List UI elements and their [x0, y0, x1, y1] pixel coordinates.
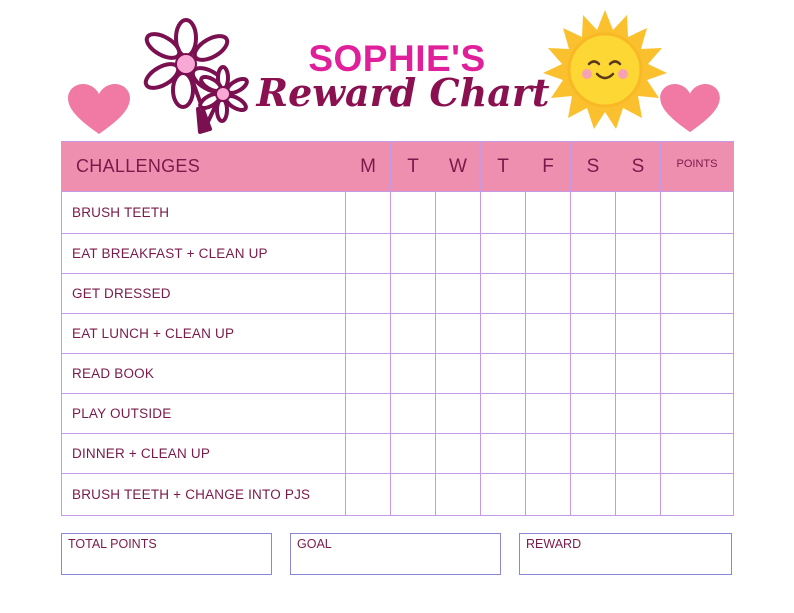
checkbox-cell[interactable]: [571, 394, 616, 434]
task-label: EAT BREAKFAST + CLEAN UP: [62, 234, 346, 274]
checkbox-cell[interactable]: [616, 394, 661, 434]
reward-label: REWARD: [526, 537, 582, 551]
points-cell[interactable]: [661, 274, 734, 314]
checkbox-cell[interactable]: [616, 192, 661, 234]
task-label: PLAY OUTSIDE: [62, 394, 346, 434]
checkbox-cell[interactable]: [571, 354, 616, 394]
points-cell[interactable]: [661, 474, 734, 516]
checkbox-cell[interactable]: [346, 274, 391, 314]
checkbox-cell[interactable]: [391, 274, 436, 314]
checkbox-cell[interactable]: [436, 274, 481, 314]
goal-label: GOAL: [297, 537, 332, 551]
checkbox-cell[interactable]: [616, 434, 661, 474]
checkbox-cell[interactable]: [391, 314, 436, 354]
table-row: [62, 434, 734, 474]
checkbox-cell[interactable]: [526, 234, 571, 274]
checkbox-cell[interactable]: [436, 354, 481, 394]
checkbox-cell[interactable]: [436, 234, 481, 274]
checkbox-cell[interactable]: [616, 234, 661, 274]
challenges-header: CHALLENGES: [62, 142, 346, 192]
checkbox-cell[interactable]: [436, 394, 481, 434]
task-label: DINNER + CLEAN UP: [62, 434, 346, 474]
checkbox-cell[interactable]: [571, 192, 616, 234]
checkbox-cell[interactable]: [571, 314, 616, 354]
checkbox-cell[interactable]: [346, 474, 391, 516]
checkbox-cell[interactable]: [391, 394, 436, 434]
reward-box[interactable]: [519, 533, 732, 575]
day-header-tue: T: [391, 142, 436, 192]
checkbox-cell[interactable]: [436, 192, 481, 234]
checkbox-cell[interactable]: [616, 474, 661, 516]
table-header-row: [62, 142, 734, 192]
checkbox-cell[interactable]: [571, 474, 616, 516]
checkbox-cell[interactable]: [526, 394, 571, 434]
checkbox-cell[interactable]: [346, 192, 391, 234]
checkbox-cell[interactable]: [571, 274, 616, 314]
checkbox-cell[interactable]: [391, 434, 436, 474]
checkbox-cell[interactable]: [526, 474, 571, 516]
checkbox-cell[interactable]: [436, 314, 481, 354]
table-row: [62, 234, 734, 274]
checkbox-cell[interactable]: [346, 314, 391, 354]
points-cell[interactable]: [661, 394, 734, 434]
table-row: [62, 314, 734, 354]
total-points-label: TOTAL POINTS: [68, 537, 157, 551]
points-cell[interactable]: [661, 192, 734, 234]
checkbox-cell[interactable]: [526, 274, 571, 314]
checkbox-cell[interactable]: [436, 474, 481, 516]
checkbox-cell[interactable]: [481, 434, 526, 474]
day-header-thu: T: [481, 142, 526, 192]
checkbox-cell[interactable]: [391, 234, 436, 274]
checkbox-cell[interactable]: [391, 354, 436, 394]
checkbox-cell[interactable]: [481, 314, 526, 354]
total-points-box[interactable]: [61, 533, 272, 575]
checkbox-cell[interactable]: [571, 434, 616, 474]
task-label: EAT LUNCH + CLEAN UP: [62, 314, 346, 354]
checkbox-cell[interactable]: [346, 234, 391, 274]
checkbox-cell[interactable]: [346, 354, 391, 394]
task-label: BRUSH TEETH + CHANGE INTO PJS: [62, 474, 346, 516]
points-cell[interactable]: [661, 354, 734, 394]
table-row: [62, 274, 734, 314]
reward-chart-table: [61, 141, 734, 516]
checkbox-cell[interactable]: [616, 274, 661, 314]
checkbox-cell[interactable]: [436, 434, 481, 474]
day-header-mon: M: [346, 142, 391, 192]
table-row: [62, 394, 734, 434]
chart-owner-name: SOPHIE'S: [308, 38, 486, 79]
checkbox-cell[interactable]: [616, 354, 661, 394]
checkbox-cell[interactable]: [481, 354, 526, 394]
checkbox-cell[interactable]: [481, 394, 526, 434]
checkbox-cell[interactable]: [481, 474, 526, 516]
task-label: BRUSH TEETH: [62, 192, 346, 234]
checkbox-cell[interactable]: [346, 434, 391, 474]
task-label: GET DRESSED: [62, 274, 346, 314]
task-label: READ BOOK: [62, 354, 346, 394]
day-header-wed: W: [436, 142, 481, 192]
checkbox-cell[interactable]: [526, 434, 571, 474]
day-header-sun: S: [616, 142, 661, 192]
points-header: POINTS: [661, 142, 734, 192]
points-cell[interactable]: [661, 314, 734, 354]
checkbox-cell[interactable]: [481, 234, 526, 274]
checkbox-cell[interactable]: [526, 354, 571, 394]
table-row: [62, 474, 734, 516]
table-row: [62, 192, 734, 234]
day-header-sat: S: [571, 142, 616, 192]
goal-box[interactable]: [290, 533, 501, 575]
chart-title: Reward Chart: [256, 70, 550, 115]
checkbox-cell[interactable]: [481, 192, 526, 234]
checkbox-cell[interactable]: [391, 474, 436, 516]
checkbox-cell[interactable]: [391, 192, 436, 234]
checkbox-cell[interactable]: [526, 192, 571, 234]
table-row: [62, 354, 734, 394]
checkbox-cell[interactable]: [571, 234, 616, 274]
checkbox-cell[interactable]: [346, 394, 391, 434]
checkbox-cell[interactable]: [526, 314, 571, 354]
points-cell[interactable]: [661, 434, 734, 474]
checkbox-cell[interactable]: [616, 314, 661, 354]
checkbox-cell[interactable]: [481, 274, 526, 314]
points-cell[interactable]: [661, 234, 734, 274]
day-header-fri: F: [526, 142, 571, 192]
